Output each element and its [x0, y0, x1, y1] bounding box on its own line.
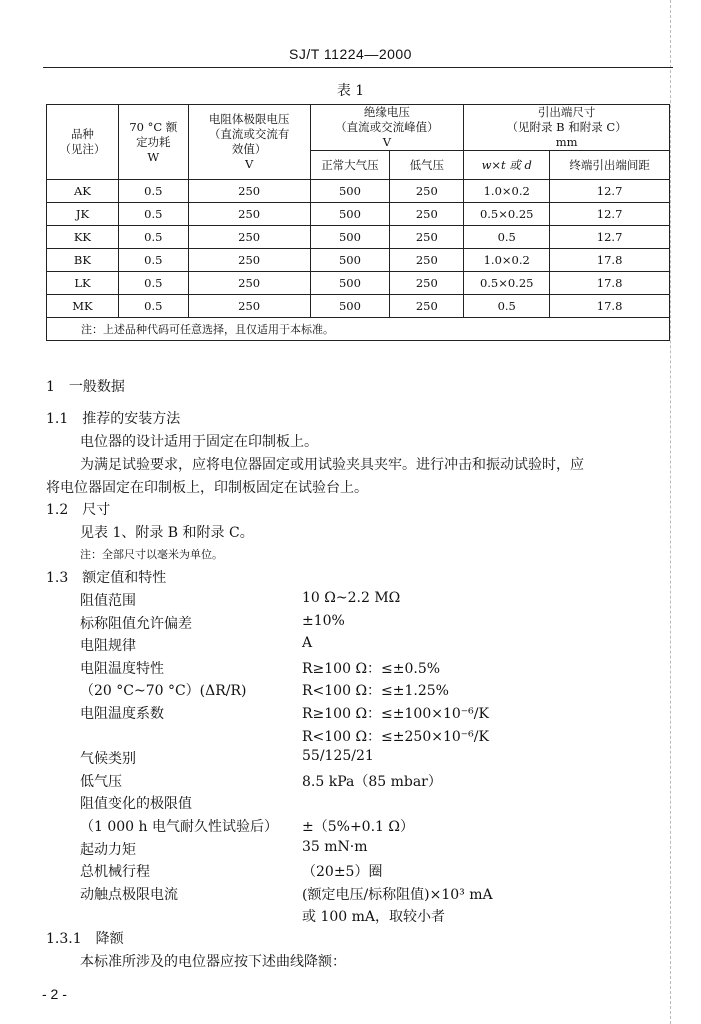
header-lead-size: w×t 或 d — [464, 151, 550, 180]
table-cell: 0.5×0.25 — [464, 203, 550, 226]
header-variety: 品种 （见注） — [47, 105, 119, 180]
table-cell: 0.5 — [118, 226, 188, 249]
table-row — [47, 272, 670, 295]
rating-value: 55/125/21 — [302, 748, 374, 764]
table-cell: 250 — [390, 226, 464, 249]
section-1-1-p1: 电位器的设计适用于固定在印制板上。 — [80, 434, 318, 450]
header-normal-pressure: 正常大气压 — [310, 151, 390, 180]
table-cell: 0.5 — [118, 272, 188, 295]
table-cell: 17.8 — [550, 272, 670, 295]
table-cell: 0.5 — [118, 249, 188, 272]
rating-label: 标称阻值允许偏差 — [80, 616, 192, 632]
rating-label: 电阻规律 — [80, 638, 136, 654]
section-1-2-p1: 见表 1、附录 B 和附录 C。 — [80, 525, 254, 541]
table-cell: 250 — [390, 272, 464, 295]
table-title: 表 1 — [336, 83, 365, 99]
header-lead-spacing: 终端引出端间距 — [550, 151, 670, 180]
rating-label: 阻值变化的极限值 — [80, 796, 192, 812]
rating-value: R≥100 Ω：≤±100×10⁻⁶/K — [302, 706, 489, 722]
data-table — [46, 104, 670, 341]
section-1-1-p2a: 为满足试验要求，应将电位器固定或用试验夹具夹牢。进行冲击和振动试验时，应 — [80, 457, 584, 473]
rating-value: A — [302, 635, 313, 651]
table-cell: 250 — [188, 272, 310, 295]
rating-label: 起动力矩 — [80, 842, 136, 858]
table-cell: 250 — [390, 203, 464, 226]
rating-value: （20±5）圈 — [302, 864, 383, 880]
rating-value: R<100 Ω：≤±250×10⁻⁶/K — [302, 729, 489, 745]
table-row — [47, 203, 670, 226]
table-row — [47, 180, 670, 203]
table-cell: 0.5 — [118, 295, 188, 318]
section-1-3-title: 1.3 额定值和特性 — [46, 570, 167, 586]
rating-value: R<100 Ω：≤±1.25% — [302, 683, 449, 699]
rating-label: （1 000 h 电气耐久性试验后） — [80, 819, 278, 835]
section-1-3-1-p1: 本标准所涉及的电位器应按下述曲线降额： — [80, 954, 346, 970]
table-cell: 0.5 — [118, 203, 188, 226]
table-cell: KK — [47, 226, 119, 249]
header-rule — [43, 67, 673, 68]
rating-label: 电阻温度系数 — [80, 706, 164, 722]
table-cell: AK — [47, 180, 119, 203]
table-cell: 500 — [310, 226, 390, 249]
rating-value: ±（5%+0.1 Ω） — [302, 819, 414, 835]
table-cell: 0.5×0.25 — [464, 272, 550, 295]
rating-label: 阻值范围 — [80, 593, 136, 609]
table-cell: 250 — [188, 249, 310, 272]
table-cell: 250 — [390, 249, 464, 272]
rating-label: 动触点极限电流 — [80, 887, 178, 903]
header-low-pressure: 低气压 — [390, 151, 464, 180]
table-cell: LK — [47, 272, 119, 295]
table-cell: BK — [47, 249, 119, 272]
scan-edge-line — [670, 0, 672, 1024]
table-cell: 12.7 — [550, 226, 670, 249]
table-cell: 250 — [188, 226, 310, 249]
table-cell: 17.8 — [550, 249, 670, 272]
table-cell: 250 — [390, 180, 464, 203]
rating-value: (额定电压/标称阻值)×10³ mA — [302, 887, 493, 903]
table-row — [47, 226, 670, 249]
rating-value: 或 100 mA，取较小者 — [302, 909, 446, 925]
table-cell: 12.7 — [550, 180, 670, 203]
table-cell: 250 — [390, 295, 464, 318]
table-cell: 250 — [188, 203, 310, 226]
table-cell: 250 — [188, 295, 310, 318]
table-cell: MK — [47, 295, 119, 318]
header-power: 70 °C 额 定功耗 W — [118, 105, 188, 180]
standard-code: SJ/T 11224—2000 — [289, 46, 412, 62]
table-cell: 17.8 — [550, 295, 670, 318]
table-row — [47, 249, 670, 272]
table-cell: 500 — [310, 180, 390, 203]
page-number: - 2 - — [42, 986, 67, 1002]
section-1-1-title: 1.1 推荐的安装方法 — [46, 411, 181, 427]
rating-value: ±10% — [302, 613, 345, 629]
rating-value: R≥100 Ω：≤±0.5% — [302, 661, 441, 677]
table-cell: 12.7 — [550, 203, 670, 226]
header-insulation: 绝缘电压 （直流或交流峰值） V — [310, 105, 464, 151]
table-cell: JK — [47, 203, 119, 226]
table-cell: 1.0×0.2 — [464, 180, 550, 203]
rating-label: 低气压 — [80, 774, 122, 790]
rating-label: 电阻温度特性 — [80, 661, 164, 677]
rating-value: 8.5 kPa（85 mbar） — [302, 774, 442, 790]
table-cell: 0.5 — [118, 180, 188, 203]
table-cell: 0.5 — [464, 226, 550, 249]
section-1-3-1-title: 1.3.1 降额 — [46, 931, 124, 947]
rating-label: （20 °C~70 °C）(ΔR/R) — [80, 683, 247, 699]
rating-value: 35 mN·m — [302, 839, 368, 855]
table-cell: 500 — [310, 249, 390, 272]
section-1-1-p2b: 将电位器固定在印制板上，印制板固定在试验台上。 — [46, 480, 368, 496]
section-1-2-title: 1.2 尺寸 — [46, 502, 111, 518]
table-row — [47, 295, 670, 318]
table-cell: 500 — [310, 272, 390, 295]
section-1-title: 1 一般数据 — [46, 379, 125, 395]
table-cell: 0.5 — [464, 295, 550, 318]
table-note: 注：上述品种代码可任意选择，且仅适用于本标准。 — [47, 318, 670, 341]
header-voltage: 电阻体极限电压 （直流或交流有 效值） V — [188, 105, 310, 180]
header-lead: 引出端尺寸 （见附录 B 和附录 C） mm — [464, 105, 670, 151]
section-1-2-note: 注：全部尺寸以毫米为单位。 — [80, 548, 223, 561]
table-cell: 1.0×0.2 — [464, 249, 550, 272]
rating-value: 10 Ω~2.2 MΩ — [302, 590, 401, 606]
table-cell: 250 — [188, 180, 310, 203]
rating-label: 总机械行程 — [80, 864, 150, 880]
rating-label: 气候类别 — [80, 751, 136, 767]
table-cell: 500 — [310, 295, 390, 318]
table-cell: 500 — [310, 203, 390, 226]
